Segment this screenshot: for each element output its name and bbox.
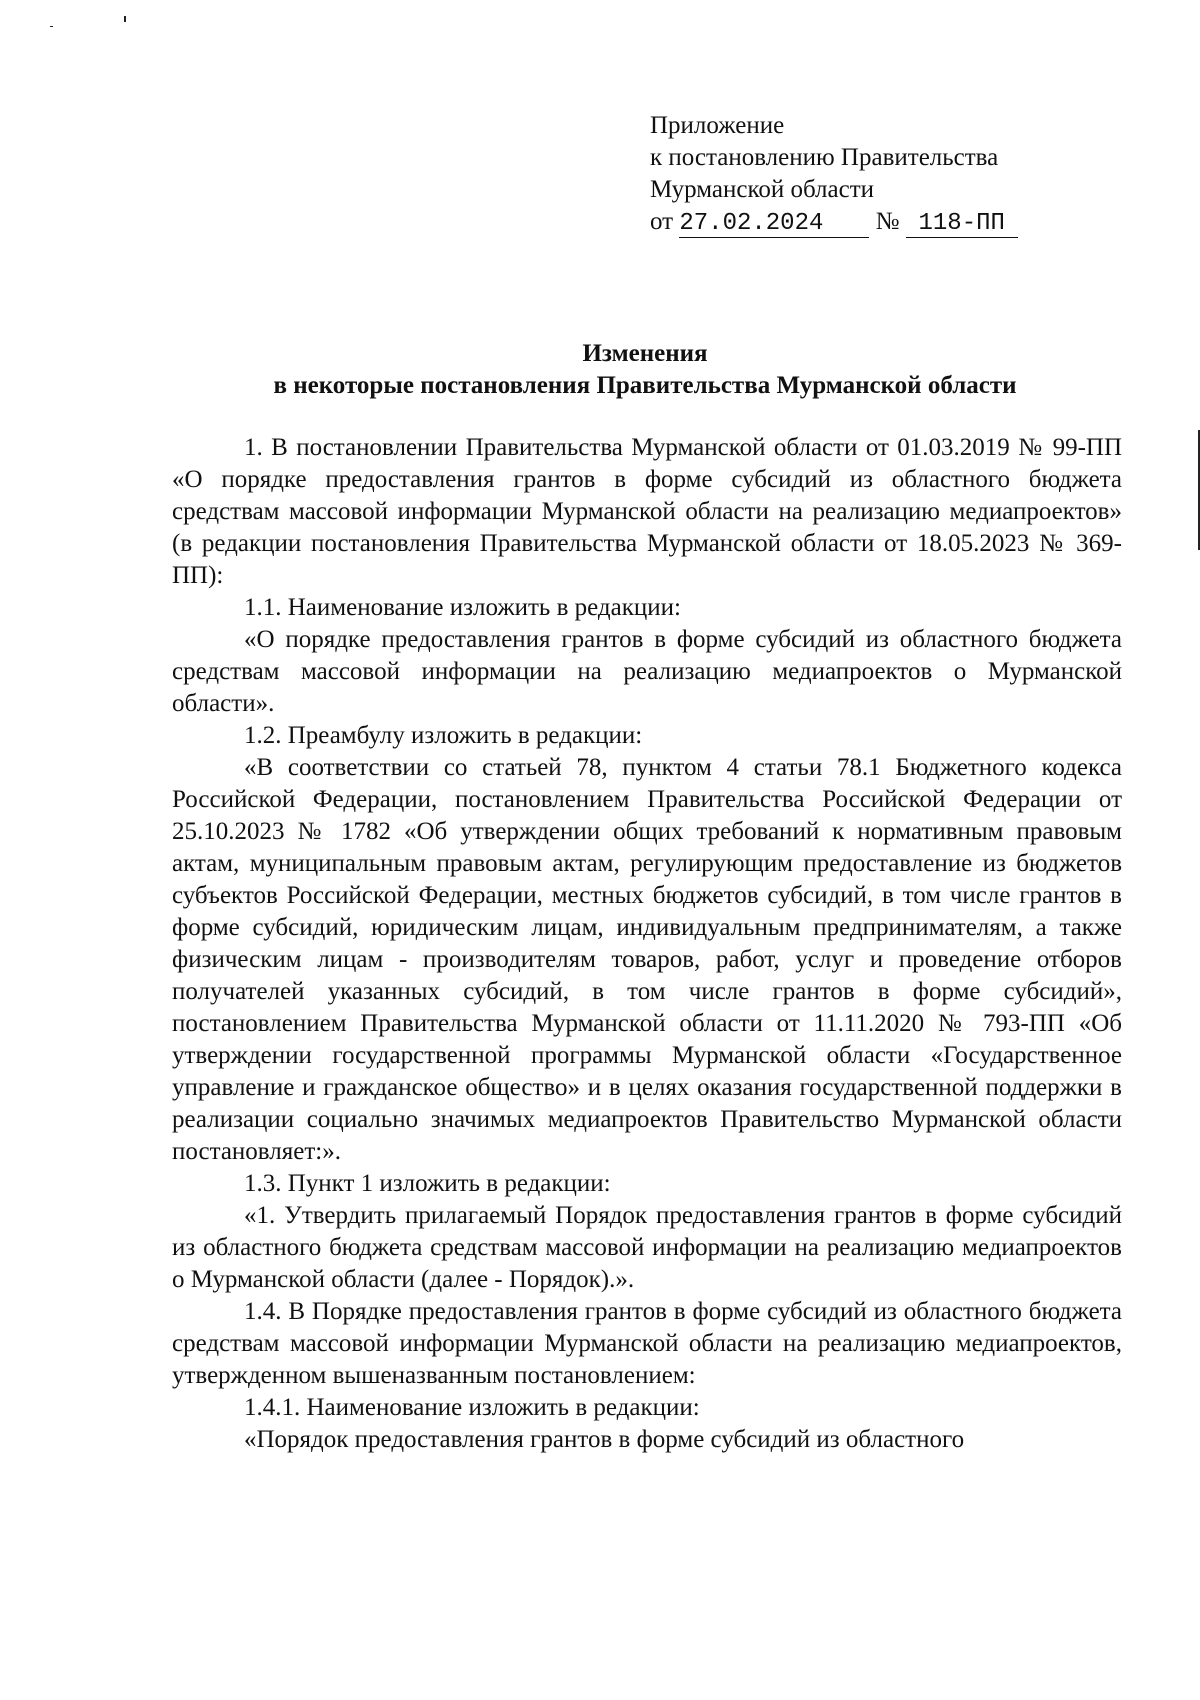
paragraph-1-1-text: «О порядке предоставления грантов в форме субсидий из областного бюджета средствам массовой информации на реализацию медиапроектов о Мурманской области». [172, 626, 1122, 717]
approval-line-date-number [650, 206, 1018, 238]
title-line-1: Изменения [582, 340, 708, 367]
document-title [170, 338, 1120, 402]
resolution-date: 27.02.2024 [679, 211, 869, 238]
number-sign: № [875, 208, 900, 235]
document-body [172, 432, 1122, 1456]
scan-artifact [124, 16, 126, 22]
title-line-2: в некоторые постановления Правительства Мурманской области [273, 372, 1017, 399]
from-label: от [650, 208, 674, 235]
approval-block [650, 110, 1018, 238]
paragraph-1: 1. В постановлении Правительства Мурманской области от 01.03.2019 № 99-ПП «О порядке предоставления грантов в форме субсидий из областного бюджета средствам массовой информации Мурманской области на реализацию медиапроектов» (в редакции постановления Правительства Мурманской области от 18.05.2023 № 369-ПП): [172, 434, 1122, 589]
paragraph-1-1: 1.1. Наименование изложить в редакции: [244, 594, 681, 621]
scan-artifact [50, 26, 53, 27]
paragraph-1-4-1: 1.4.1. Наименование изложить в редакции: [244, 1394, 700, 1421]
paragraph-1-2-text: «В соответствии со статьей 78, пунктом 4 статьи 78.1 Бюджетного кодекса Российской Федерации, постановлением Правительства Российской Федерации от 25.10.2023 № 1782 «Об утверждении общих требований к нормативным правовым актам, муниципальным правовым актам, регулирующим предоставление из бюджетов субъектов Российской Федерации, местных бюджетов субсидий, в том числе грантов в форме субсидий, юридическим лицам, индивидуальным предпринимателям, а также физическим лицам - производителям товаров, работ, услуг и проведение отборов получателей указанных субсидий, в том числе грантов в форме субсидий», постановлением Правительства Мурманской области от 11.11.2020 № 793-ПП «Об утверждении государственной программы Мурманской области «Государственное управление и гражданское общество» и в целях оказания государственной поддержки в реализации социально значимых медиапроектов Правительство Мурманской области постановляет:». [172, 754, 1122, 1165]
paragraph-1-3: 1.3. Пункт 1 изложить в редакции: [244, 1170, 611, 1197]
approval-line-region: Мурманской области [650, 176, 875, 203]
approval-line-appendix: Приложение [650, 112, 785, 139]
resolution-number: 118-ПП [906, 211, 1018, 238]
paragraph-1-3-text: «1. Утвердить прилагаемый Порядок предоставления грантов в форме субсидий из областного бюджета средствам массовой информации на реализацию медиапроектов о Мурманской области (далее - Порядок).». [172, 1202, 1122, 1293]
paragraph-1-4: 1.4. В Порядке предоставления грантов в форме субсидий из областного бюджета средствам массовой информации Мурманской области на реализацию медиапроектов, утвержденном вышеназванным постановлением: [172, 1298, 1122, 1389]
paragraph-1-4-1-text: «Порядок предоставления грантов в форме субсидий из областного [244, 1426, 965, 1453]
approval-line-resolution: к постановлению Правительства [650, 144, 999, 171]
paragraph-1-2: 1.2. Преамбулу изложить в редакции: [244, 722, 643, 749]
